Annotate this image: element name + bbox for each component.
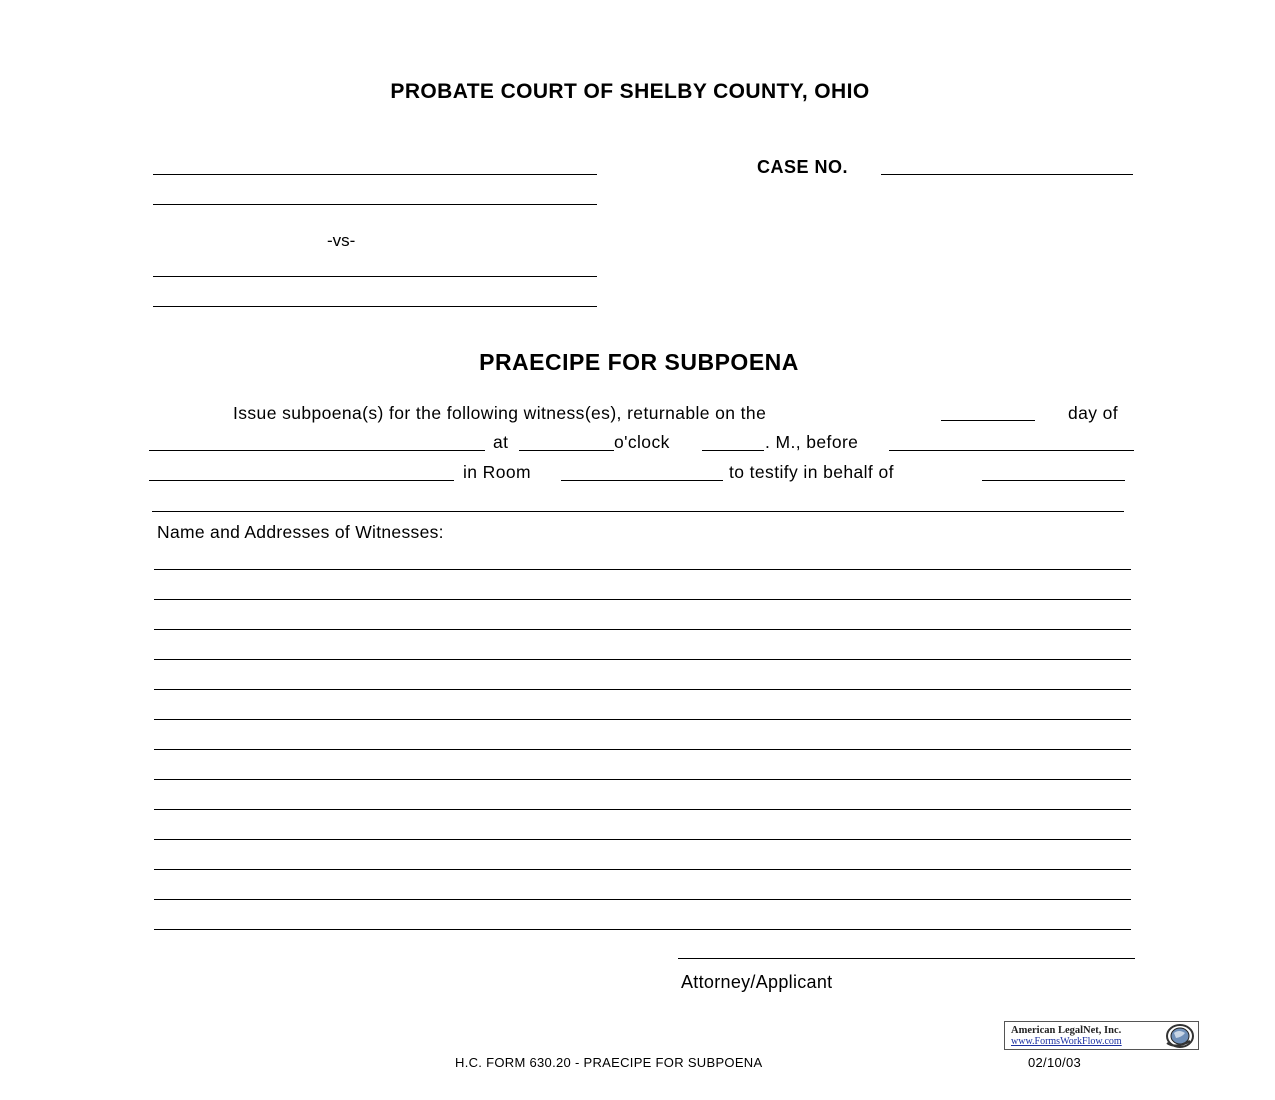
party-line-3[interactable] [153,276,597,277]
return-day-field[interactable] [941,420,1035,421]
logo-company-name: American LegalNet, Inc. [1011,1025,1122,1036]
legalnet-logo[interactable] [1004,1021,1199,1050]
at-label: at [493,432,509,452]
am-pm-field[interactable] [702,450,764,451]
witness-line[interactable] [154,719,1131,720]
return-month-field[interactable] [149,450,485,451]
form-date: 02/10/03 [1028,1055,1082,1070]
party-line-2[interactable] [153,204,597,205]
witness-line[interactable] [154,899,1131,900]
behalf-of-field[interactable] [982,480,1125,481]
in-room-label: in Room [463,462,531,482]
witness-line[interactable] [154,569,1131,570]
versus-label: -vs- [327,231,356,250]
party-line-1[interactable] [153,174,597,175]
hour-field[interactable] [519,450,614,451]
before-judge-field-cont[interactable] [149,480,454,481]
oclock-label: o'clock [614,432,670,452]
witness-line[interactable] [154,749,1131,750]
day-of-label: day of [1068,403,1119,423]
case-no-field[interactable] [881,174,1133,175]
witness-line[interactable] [154,809,1131,810]
signature-label: Attorney/Applicant [681,972,833,992]
witnesses-label: Name and Addresses of Witnesses: [157,522,444,542]
body-line1-text: Issue subpoena(s) for the following witness(es), returnable on the [233,403,767,423]
witness-line[interactable] [154,839,1131,840]
form-title: PRAECIPE FOR SUBPOENA [479,349,799,375]
testify-label: to testify in behalf of [729,462,894,482]
witness-line[interactable] [154,929,1131,930]
party-line-4[interactable] [153,306,597,307]
witness-line[interactable] [154,599,1131,600]
signature-line[interactable] [678,958,1135,959]
globe-icon [1162,1023,1196,1049]
behalf-of-field-cont[interactable] [152,511,1124,512]
room-field[interactable] [561,480,723,481]
witness-line[interactable] [154,869,1131,870]
witness-line[interactable] [154,659,1131,660]
case-no-label: CASE NO. [757,157,849,177]
logo-url[interactable]: www.FormsWorkFlow.com [1011,1036,1122,1047]
form-number: H.C. FORM 630.20 - PRAECIPE FOR SUBPOENA [455,1055,763,1070]
m-before-label: . M., before [765,432,859,452]
witness-line[interactable] [154,689,1131,690]
witness-line[interactable] [154,779,1131,780]
witness-line[interactable] [154,629,1131,630]
court-title: PROBATE COURT OF SHELBY COUNTY, OHIO [390,80,870,103]
before-judge-field[interactable] [889,450,1134,451]
